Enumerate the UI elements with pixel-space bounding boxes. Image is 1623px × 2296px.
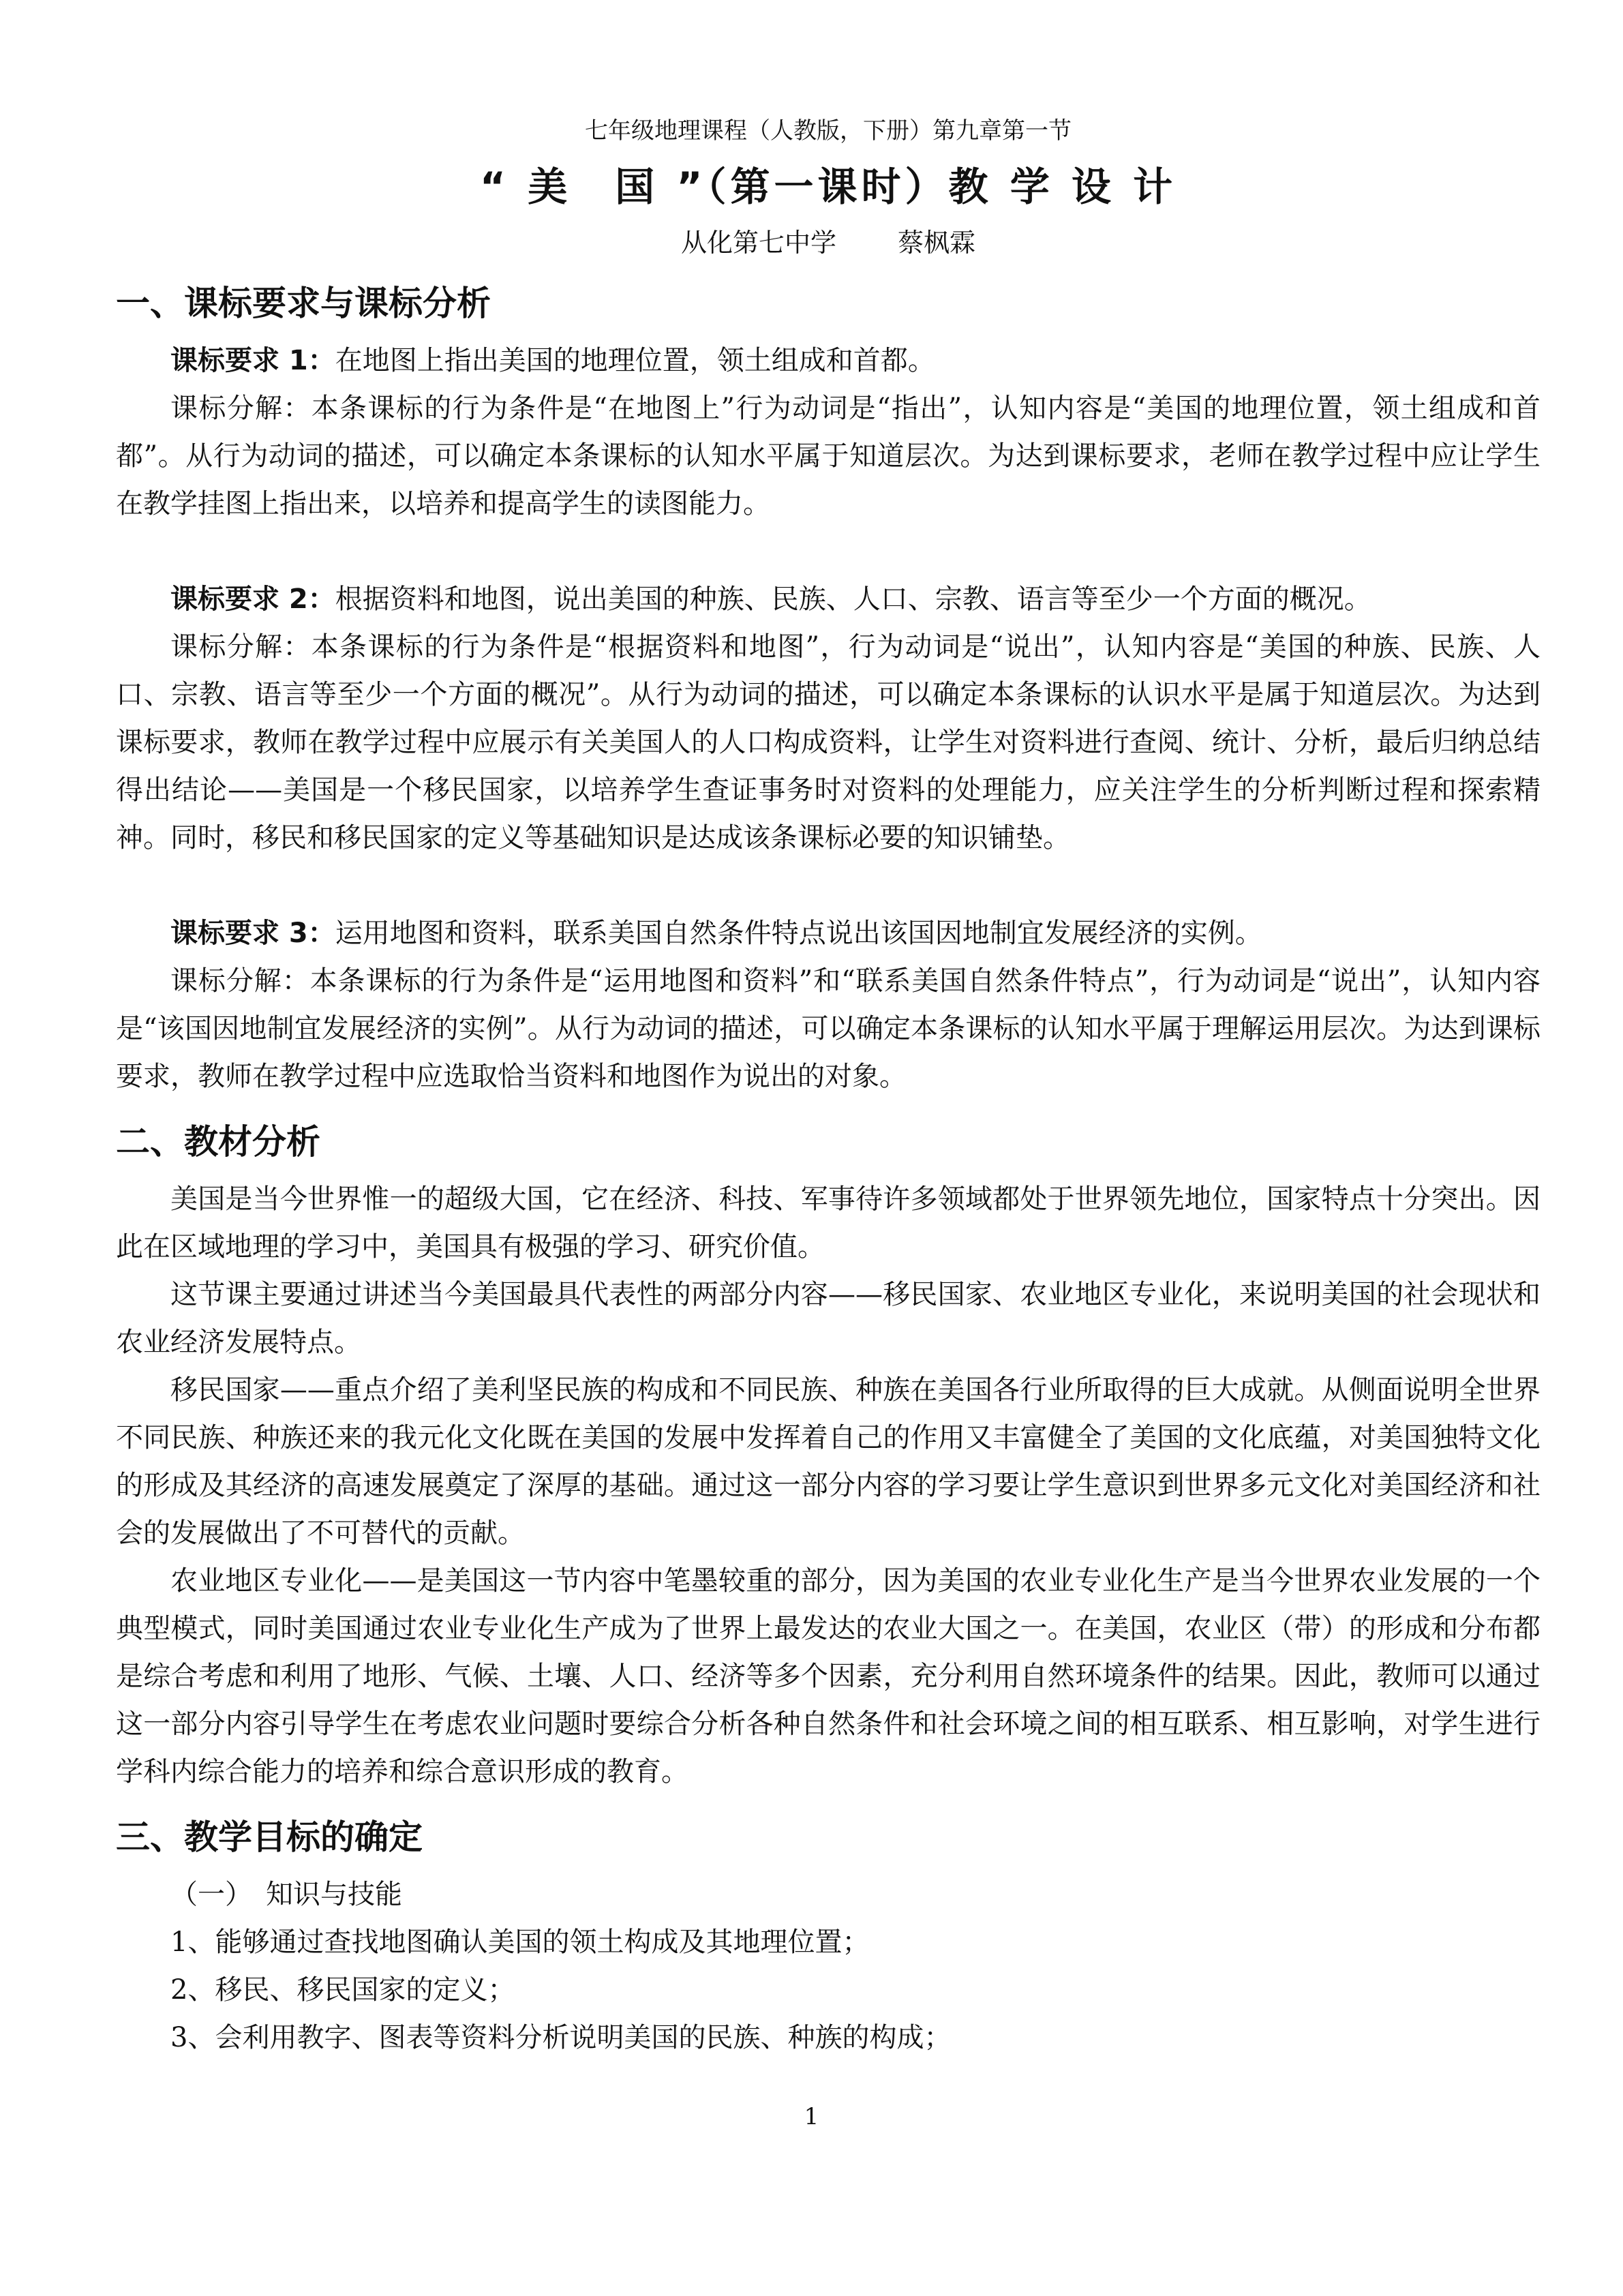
goal-item-3: 3、会利用教字、图表等资料分析说明美国的民族、种族的构成； (170, 2022, 952, 2053)
requirement-3 (116, 909, 1541, 957)
textbook-paragraph-4: 农业地区专业化——是美国这一节内容中笔墨较重的部分，因为美国的农业专业化生产是当今世界农业发展的一个典型模式，同时美国通过农业专业化生产成为了世界上最发达的农业大国之一。在美国，农业区（带）的形成和分布都是综合考虑和利用了地形、气候、土壤、人口、经济等多个因素，充分利用自然环境条件的结果。因此，教师可以通过这一部分内容引导学生在考虑农业问题时要综合分析各种自然条件和社会环境之间的相互联系、相互影响，对学生进行学科内综合能力的培养和综合意识形成的教育。 (116, 1565, 1541, 1787)
requirement-1-text: 在地图上指出美国的地理位置，领土组成和首都。 (335, 345, 935, 376)
section-heading-2: 二、教材分析 (116, 1122, 320, 1162)
analysis-2: 课标分解：本条课标的行为条件是“根据资料和地图”，行为动词是“说出”，认知内容是“美国的种族、民族、人口、宗教、语言等至少一个方面的概况”。从行为动词的描述，可以确定本条课标的认识水平是属于知道层次。为达到课标要求，教师在教学过程中应展示有关美国人的人口构成资料，让学生对资料进行查阅、统计、分析，最后归纳总结得出结论——美国是一个移民国家，以培养学生查证事务时对资料的处理能力，应关注学生的分析判断过程和探索精神。同时，移民和移民国家的定义等基础知识是达成该条课标必要的知识铺垫。 (116, 631, 1541, 854)
document-page (116, 116, 1541, 2061)
section-heading-1: 一、课标要求与课标分析 (116, 284, 491, 323)
author-name: 蔡枫霖 (898, 228, 976, 258)
school-name: 从化第七中学 (680, 228, 836, 258)
analysis-3: 课标分解：本条课标的行为条件是“运用地图和资料”和“联系美国自然条件特点”，行为动词是“说出”，认知内容是“该国因地制宜发展经济的实例”。从行为动词的描述，可以确定本条课标的认知水平属于理解运用层次。为达到课标要求，教师在教学过程中应选取恰当资料和地图作为说出的对象。 (116, 965, 1541, 1092)
section-heading-3: 三、教学目标的确定 (116, 1817, 423, 1857)
requirement-3-text: 运用地图和资料，联系美国自然条件特点说出该国因地制宜发展经济的实例。 (335, 918, 1262, 949)
requirement-2-label: 课标要求 2： (170, 584, 335, 615)
textbook-paragraph-2: 这节课主要通过讲述当今美国最具代表性的两部分内容——移民国家、农业地区专业化，来说明美国的社会现状和农业经济发展特点。 (116, 1279, 1541, 1358)
requirement-2 (116, 575, 1541, 623)
requirement-3-label: 课标要求 3： (170, 918, 335, 949)
author-line (116, 224, 1541, 262)
analysis-1: 课标分解：本条课标的行为条件是“在地图上”行为动词是“指出”，认知内容是“美国的地理位置，领土组成和首都”。从行为动词的描述，可以确定本条课标的认知水平属于知道层次。为达到课标要求，老师在教学过程中应让学生在教学挂图上指出来，以培养和提高学生的读图能力。 (116, 393, 1541, 519)
textbook-paragraph-3: 移民国家——重点介绍了美利坚民族的构成和不同民族、种族在美国各行业所取得的巨大成就。从侧面说明全世界不同民族、种族还来的我元化文化既在美国的发展中发挥着自己的作用又丰富健全了美国的文化底蕴，对美国独特文化的形成及其经济的高速发展奠定了深厚的基础。通过这一部分内容的学习要让学生意识到世界多元文化对美国经济和社会的发展做出了不可替代的贡献。 (116, 1374, 1541, 1549)
requirement-2-text: 根据资料和地图，说出美国的种族、民族、人口、宗教、语言等至少一个方面的概况。 (335, 584, 1371, 615)
requirement-1-label: 课标要求 1： (170, 345, 335, 376)
subsection-knowledge: （一） 知识与技能 (170, 1879, 402, 1910)
goal-item-1: 1、能够通过查找地图确认美国的领土构成及其地理位置； (170, 1927, 870, 1958)
page-number: 1 (804, 2103, 819, 2130)
textbook-paragraph-1: 美国是当今世界惟一的超级大国，它在经济、科技、军事待许多领域都处于世界领先地位，国家特点十分突出。因此在区域地理的学习中，美国具有极强的学习、研究价值。 (116, 1183, 1541, 1263)
course-line: 七年级地理课程（人教版，下册）第九章第一节 (585, 117, 1072, 145)
requirement-1 (116, 337, 1541, 384)
goal-item-2: 2、移民、移民国家的定义； (170, 1974, 515, 2006)
document-title: “ 美 国 ”（第一课时）教 学 设 计 (479, 164, 1177, 210)
